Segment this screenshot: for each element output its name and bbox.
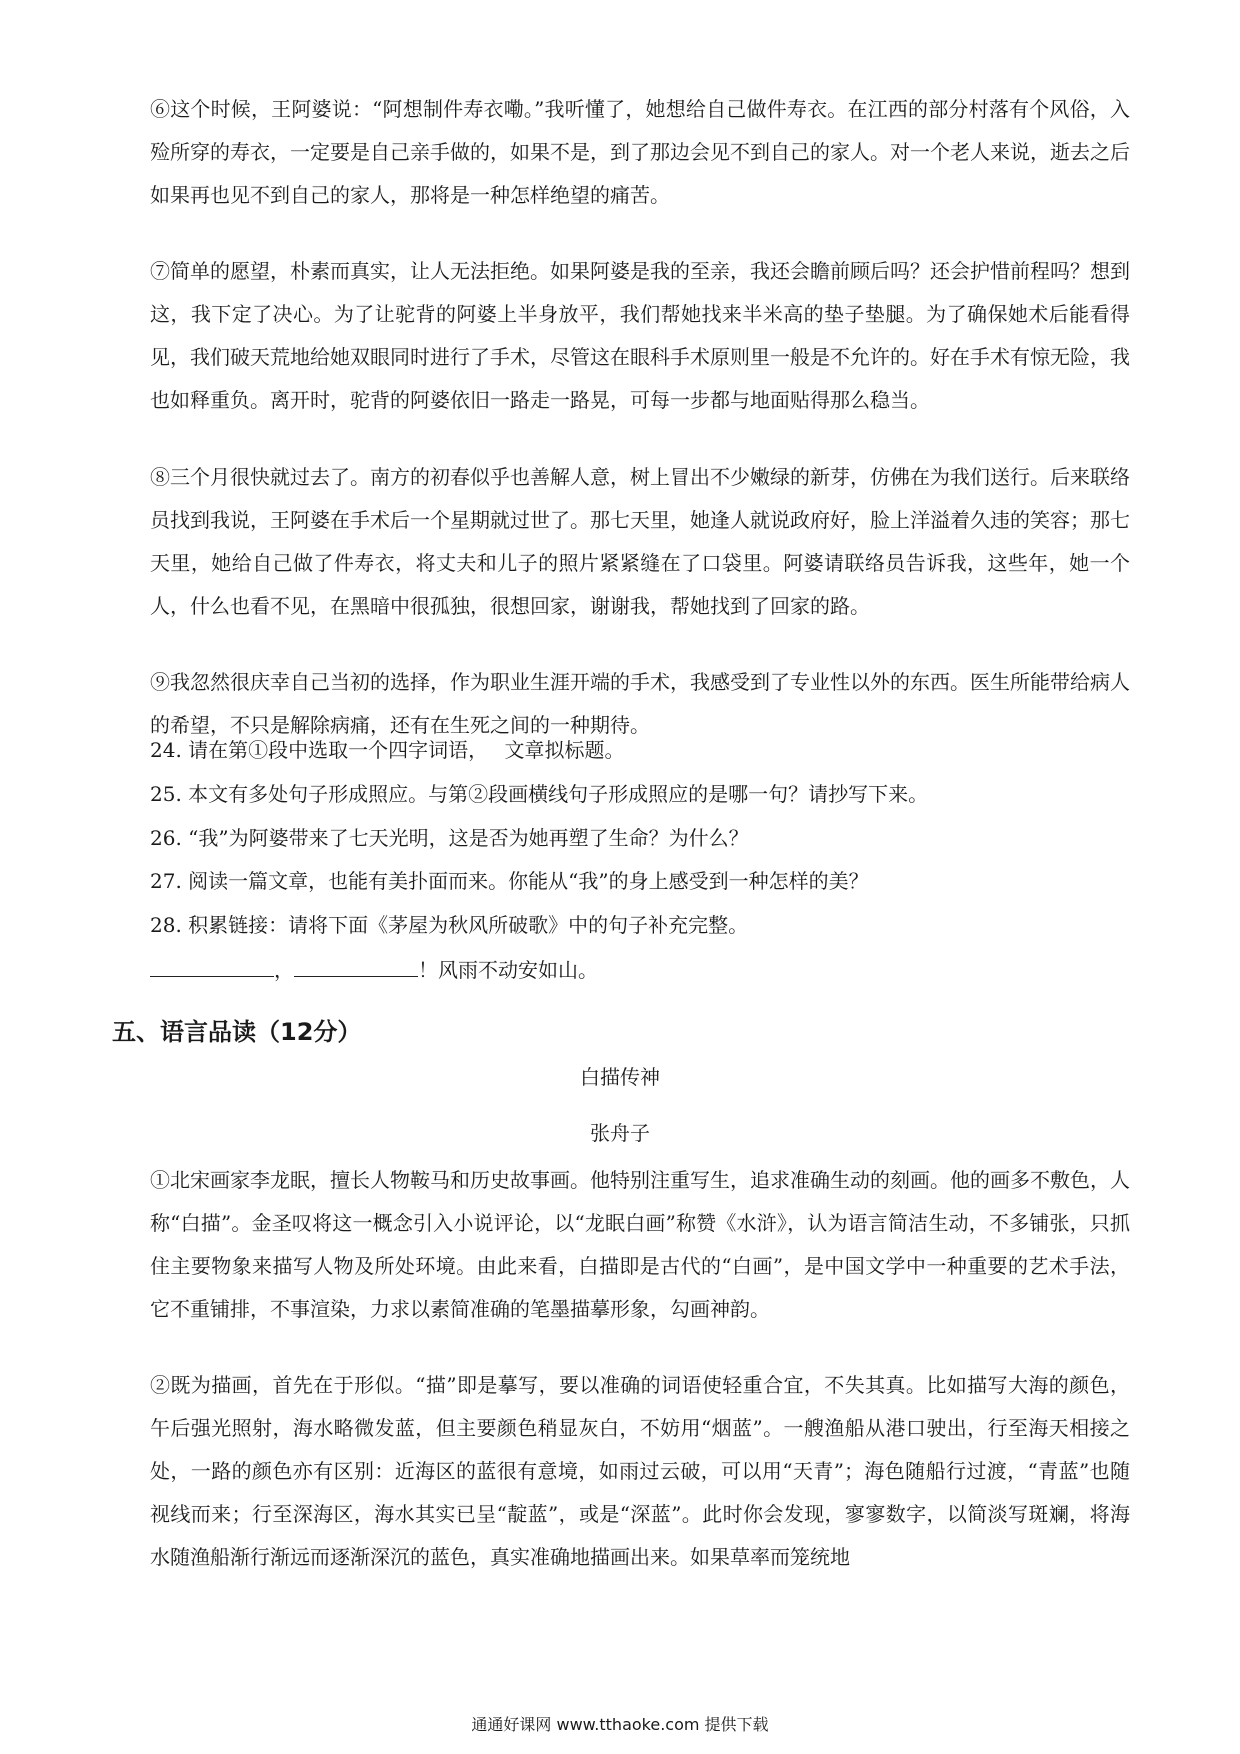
answer-blank-2[interactable]: [294, 956, 418, 977]
blank-separator: ，: [274, 958, 294, 982]
article-title: 白描传神: [580, 1065, 660, 1089]
question-24: 24. 请在第①段中选取一个四字词语， 文章拟标题。: [150, 738, 625, 762]
question-27: 27. 阅读一篇文章，也能有美扑面而来。你能从“我”的身上感受到一种怎样的美？: [150, 869, 869, 893]
question-25: 25. 本文有多处句子形成照应。与第②段画横线句子形成照应的是哪一句？请抄写下来。: [150, 782, 929, 806]
paragraph-6: ⑥这个时候，王阿婆说：“阿想制件寿衣嘞。”我听懂了，她想给自己做件寿衣。在江西的部分村落有个风俗，入殓所穿的寿衣，一定要是自己亲手做的，如果不是，到了那边会见不到自己的家人。对一个老人来说，逝去之后如果再也见不到自己的家人，那将是一种怎样绝望的痛苦。: [150, 97, 1130, 207]
section-heading: 五、语言品读（12分）: [112, 1018, 362, 1046]
paragraph-7: ⑦简单的愿望，朴素而真实，让人无法拒绝。如果阿婆是我的至亲，我还会瞻前顾后吗？还会护惜前程吗？想到这，我下定了决心。为了让驼背的阿婆上半身放平，我们帮她找来半米高的垫子垫腿。为了确保她术后能看得见，我们破天荒地给她双眼同时进行了手术，尽管这在眼科手术原则里一般是不允许的。好在手术有惊无险，我也如释重负。离开时，驼背的阿婆依旧一路走一路晃，可每一步都与地面贴得那么稳当。: [150, 259, 1130, 412]
paragraph-9: ⑨我忽然很庆幸自己当初的选择，作为职业生涯开端的手术，我感受到了专业性以外的东西。医生所能带给病人的希望，不只是解除病痛，还有在生死之间的一种期待。: [150, 670, 1130, 737]
article-author: 张舟子: [590, 1121, 650, 1145]
answer-blank-1[interactable]: [150, 956, 274, 977]
question-26: 26. “我”为阿婆带来了七天光明，这是否为她再塑了生命？为什么？: [150, 826, 749, 850]
poem-line-tail: ！风雨不动安如山。: [418, 958, 598, 982]
section5-paragraph-2: ②既为描画，首先在于形似。“描”即是摹写，要以准确的词语使轻重合宜，不失其真。比如描写大海的颜色，午后强光照射，海水略微发蓝，但主要颜色稍显灰白，不妨用“烟蓝”。一艘渔船从港口驶出，行至海天相接之处，一路的颜色亦有区别：近海区的蓝很有意境，如雨过云破，可以用“天青”；海色随船行过渡，“青蓝”也随视线而来；行至深海区，海水其实已呈“靛蓝”，或是“深蓝”。此时你会发现，寥寥数字，以简淡写斑斓，将海水随渔船渐行渐远而逐渐深沉的蓝色，真实准确地描画出来。如果草率而笼统地: [150, 1373, 1130, 1569]
paragraph-8: ⑧三个月很快就过去了。南方的初春似乎也善解人意，树上冒出不少嫩绿的新芽，仿佛在为我们送行。后来联络员找到我说，王阿婆在手术后一个星期就过世了。那七天里，她逢人就说政府好，脸上洋溢着久违的笑容；那七天里，她给自己做了件寿衣，将丈夫和儿子的照片紧紧缝在了口袋里。阿婆请联络员告诉我，这些年，她一个人，什么也看不见，在黑暗中很孤独，很想回家，谢谢我，帮她找到了回家的路。: [150, 465, 1130, 618]
page-footer: 通通好课网 www.tthaoke.com 提供下载: [471, 1715, 769, 1734]
section5-paragraph-1: ①北宋画家李龙眠，擅长人物鞍马和历史故事画。他特别注重写生，追求准确生动的刻画。他的画多不敷色，人称“白描”。金圣叹将这一概念引入小说评论，以“龙眠白画”称赞《水浒》，认为语言简洁生动，不多铺张，只抓住主要物象来描写人物及所处环境。由此来看，白描即是古代的“白画”，是中国文学中一种重要的艺术手法，它不重铺排，不事渲染，力求以素简准确的笔墨描摹形象，勾画神韵。: [150, 1168, 1130, 1321]
question-28: 28. 积累链接：请将下面《茅屋为秋风所破歌》中的句子补充完整。: [150, 913, 749, 937]
question-28-fill-line: [150, 955, 1130, 985]
